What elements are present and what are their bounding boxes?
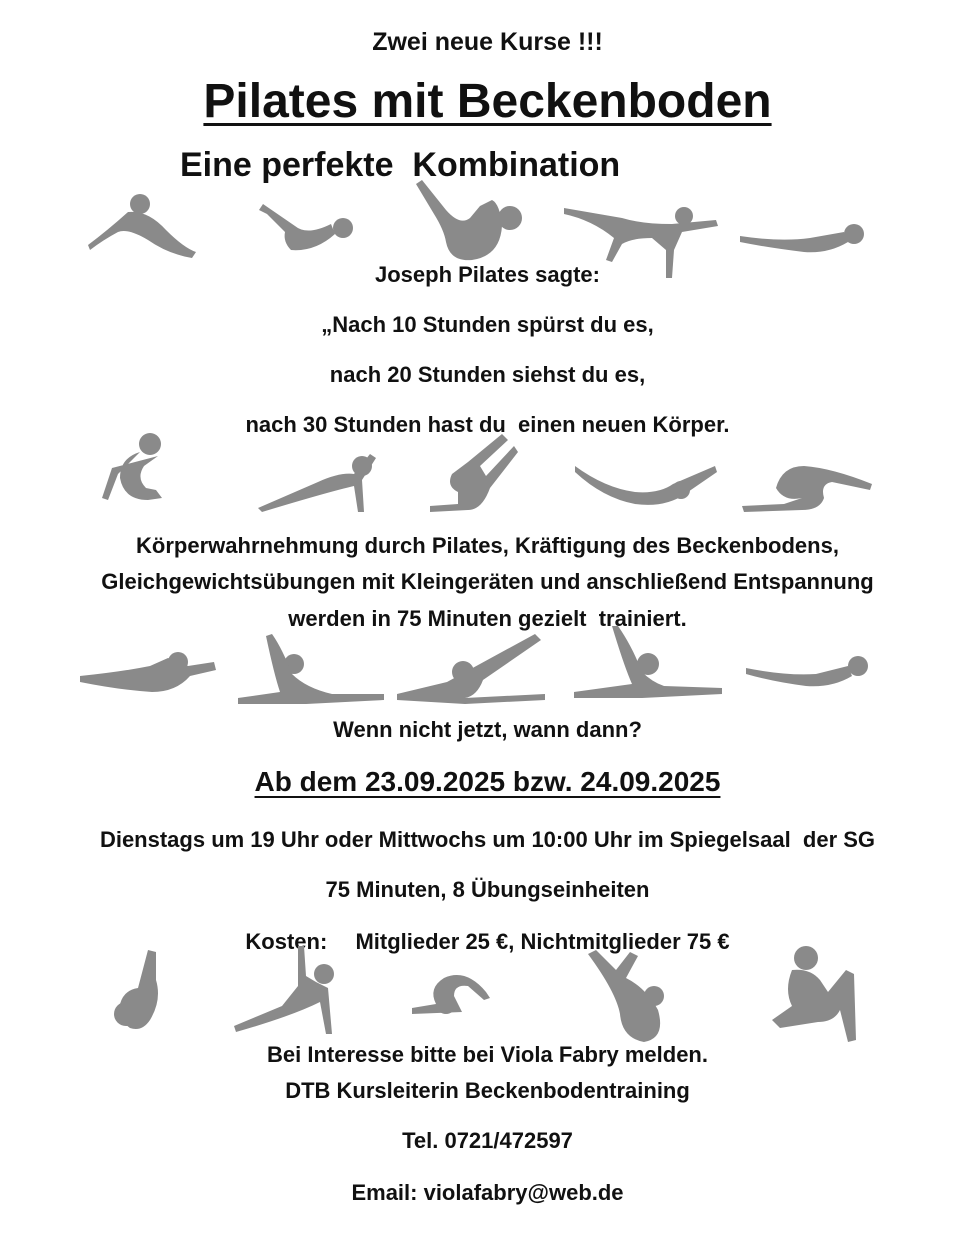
pilates-pose-icon — [232, 946, 348, 1036]
pilates-pose-icon — [88, 190, 200, 260]
contact-line-1: Bei Interesse bitte bei Viola Fabry melden. — [267, 1042, 708, 1067]
start-dates: Ab dem 23.09.2025 bzw. 24.09.2025 — [254, 766, 721, 797]
description-line-2: Gleichgewichtsübungen mit Kleingeräten und anschließend Entspannung — [101, 569, 874, 594]
pilates-pose-icon — [100, 430, 174, 504]
contact-line-2: DTB Kursleiterin Beckenbodentraining — [285, 1078, 690, 1103]
pilates-pose-icon — [410, 180, 528, 264]
kicker-text: Zwei neue Kurse !!! — [372, 28, 603, 56]
pilates-pose-icon — [80, 646, 216, 696]
pilates-pose-icon — [740, 218, 868, 258]
pilates-pose-icon — [572, 626, 724, 702]
quote-line-2: nach 20 Stunden siehst du es, — [329, 362, 646, 387]
pilates-pose-icon — [586, 948, 668, 1044]
page-title: Pilates mit Beckenboden — [203, 75, 772, 128]
pose-row-4 — [0, 940, 975, 1040]
pilates-pose-icon — [770, 940, 866, 1044]
pose-row-3 — [0, 630, 975, 710]
course-duration: 75 Minuten, 8 Übungseinheiten — [325, 877, 650, 902]
contact-email: Email: violafabry@web.de — [351, 1180, 624, 1205]
pilates-pose-icon — [746, 654, 870, 690]
subtitle-text: Eine perfekte Kombination — [180, 146, 621, 184]
pilates-pose-icon — [106, 950, 166, 1032]
pilates-pose-icon — [258, 448, 382, 514]
description-line-1: Körperwahrnehmung durch Pilates, Kräftigung des Beckenbodens, — [136, 533, 839, 558]
quote-line-1: „Nach 10 Stunden spürst du es, — [321, 312, 654, 337]
pilates-pose-icon — [575, 464, 717, 508]
description-line-3: werden in 75 Minuten gezielt trainiert. — [288, 606, 687, 631]
contact-phone: Tel. 0721/472597 — [402, 1128, 573, 1153]
quote-line-3: nach 30 Stunden hast du einen neuen Körper. — [245, 412, 730, 437]
cost-label: Kosten: — [245, 929, 328, 954]
pilates-pose-icon — [395, 632, 547, 704]
pilates-pose-icon — [740, 448, 874, 514]
cost-value: Mitglieder 25 €, Nichtmitglieder 75 € — [355, 929, 730, 954]
schedule-times: Dienstags um 19 Uhr oder Mittwochs um 10:00 Uhr im Spiegelsaal der SG — [99, 827, 876, 852]
quote-intro: Joseph Pilates sagte: — [375, 262, 600, 287]
pilates-pose-icon — [255, 192, 357, 260]
pilates-pose-icon — [428, 432, 518, 516]
pilates-pose-icon — [410, 964, 492, 1020]
cta-text: Wenn nicht jetzt, wann dann? — [333, 717, 642, 742]
pose-row-2 — [0, 430, 975, 520]
pilates-pose-icon — [236, 634, 386, 706]
